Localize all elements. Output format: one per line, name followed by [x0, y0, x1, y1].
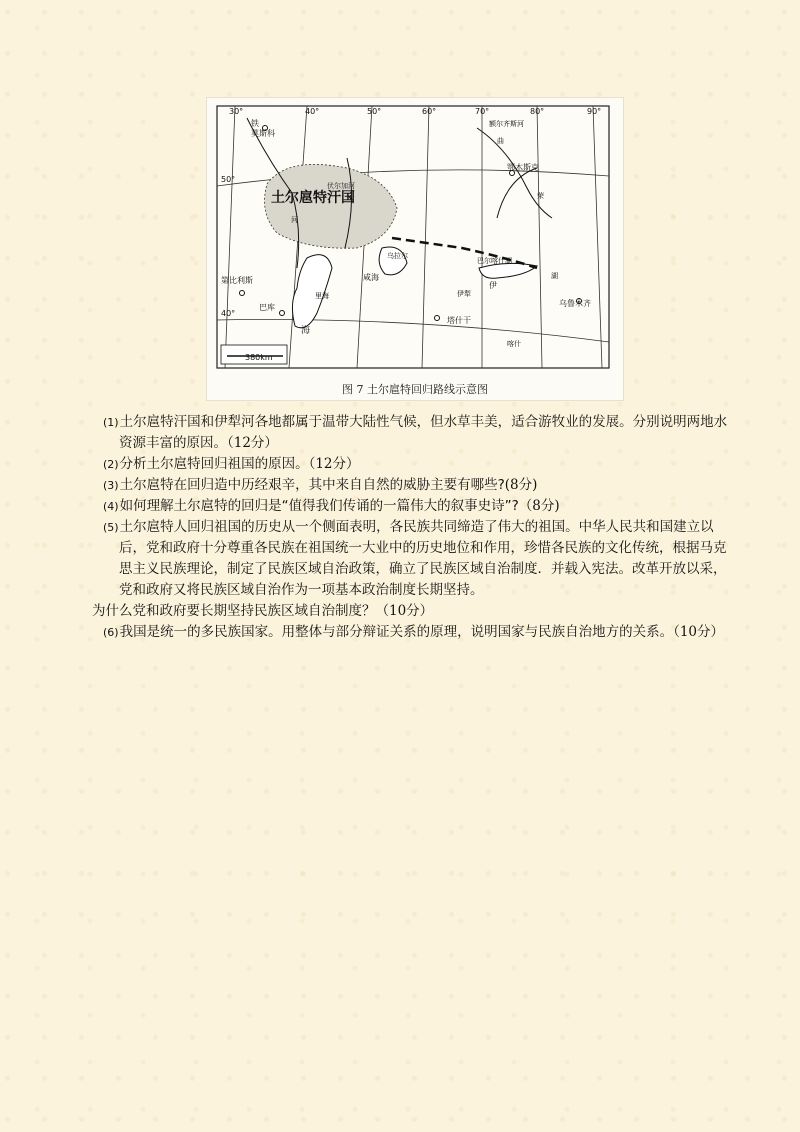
label-yi: 伊: [489, 281, 497, 290]
question-list: [92, 412, 732, 643]
label-ural-river: 乌拉尔: [387, 252, 408, 260]
label-tbilisi: 第比利斯: [221, 276, 253, 285]
label-caspian-full: 里海: [315, 292, 329, 300]
map-caption: 图 7 土尔扈特回归路线示意图: [342, 383, 488, 396]
lon-70: 70°: [475, 107, 490, 116]
route-map: [207, 98, 623, 378]
question-3: (3)土尔扈特在回归造中历经艰辛，其中来自自然的威胁主要有哪些?(8分): [103, 477, 538, 493]
map-figure: [206, 97, 624, 401]
label-urumqi: 乌鲁木齐: [559, 299, 591, 308]
label-aral: 咸海: [363, 273, 379, 282]
tbilisi-marker: [240, 291, 245, 296]
lat-50: 50°: [221, 175, 236, 184]
label-omsk: 鄂木斯克: [507, 163, 539, 172]
lon-90: 90°: [587, 107, 602, 116]
question-4: (4)如何理解土尔扈特的回归是“值得我们传诵的一篇伟大的叙事史诗”?（8分): [103, 498, 560, 514]
label-qu: 曲: [497, 137, 504, 145]
question-2: (2)分析土尔扈特回归祖国的原因。（12分）: [103, 456, 360, 472]
label-irtysh: 额尔齐斯河: [489, 120, 524, 128]
lon-80: 80°: [530, 107, 545, 116]
lon-60: 60°: [422, 107, 437, 116]
label-caspian: 海: [301, 326, 311, 336]
label-baku: 巴库: [259, 303, 275, 312]
tashkent-marker: [435, 316, 440, 321]
question-5: (5)土尔扈特人回归祖国的历史从一个侧面表明，各民族共同缔造了伟大的祖国。中华人民共和国建立以后，党和政府十分尊重各民族在祖国统一大业中的历史地位和作用，珍惜各民族的文化传统，根据马克思主义民族理论，制定了民族区域自治政策，确立了民族区域自治制度．并载入宪法。改革开放以采，党和政府又将民族区域自治作为一项基本政治制度长期坚持。: [103, 519, 727, 598]
label-ili: 伊犁: [457, 290, 471, 298]
baku-marker: [280, 311, 285, 316]
question-6: (6)我国是统一的多民族国家。用整体与部分辩证关系的原理，说明国家与民族自治地方的关系。（10分）: [103, 624, 725, 640]
lon-40: 40°: [305, 107, 320, 116]
label-tashkent: 塔什干: [447, 316, 471, 325]
lon-50: 50°: [367, 107, 382, 116]
label-river: 河: [291, 216, 298, 224]
question-1: (1)土尔扈特汗国和伊犁河各地都属于温带大陆性气候，但水草丰美，适合游牧业的发展。分别说明两地水资源丰富的原因。（12分）: [103, 414, 728, 451]
label-volga: 伏尔加河: [327, 182, 355, 190]
label-tie: 铁: [251, 119, 259, 128]
label-torghut: 土尔扈特汗国: [271, 190, 355, 206]
map-frame: [217, 106, 609, 368]
label-scale: 380km: [245, 353, 273, 362]
label-moscow: 莫斯科: [251, 129, 275, 138]
question-5-prompt: 为什么党和政府要长期坚持民族区域自治制度？（10分）: [92, 603, 434, 619]
lon-30: 30°: [229, 107, 244, 116]
label-lake: 湖: [551, 272, 558, 280]
lat-40: 40°: [221, 309, 236, 318]
label-kashi: 喀什: [507, 340, 521, 348]
label-rong: 荣: [537, 192, 544, 200]
label-balkhash: 巴尔喀什湖: [477, 257, 512, 265]
